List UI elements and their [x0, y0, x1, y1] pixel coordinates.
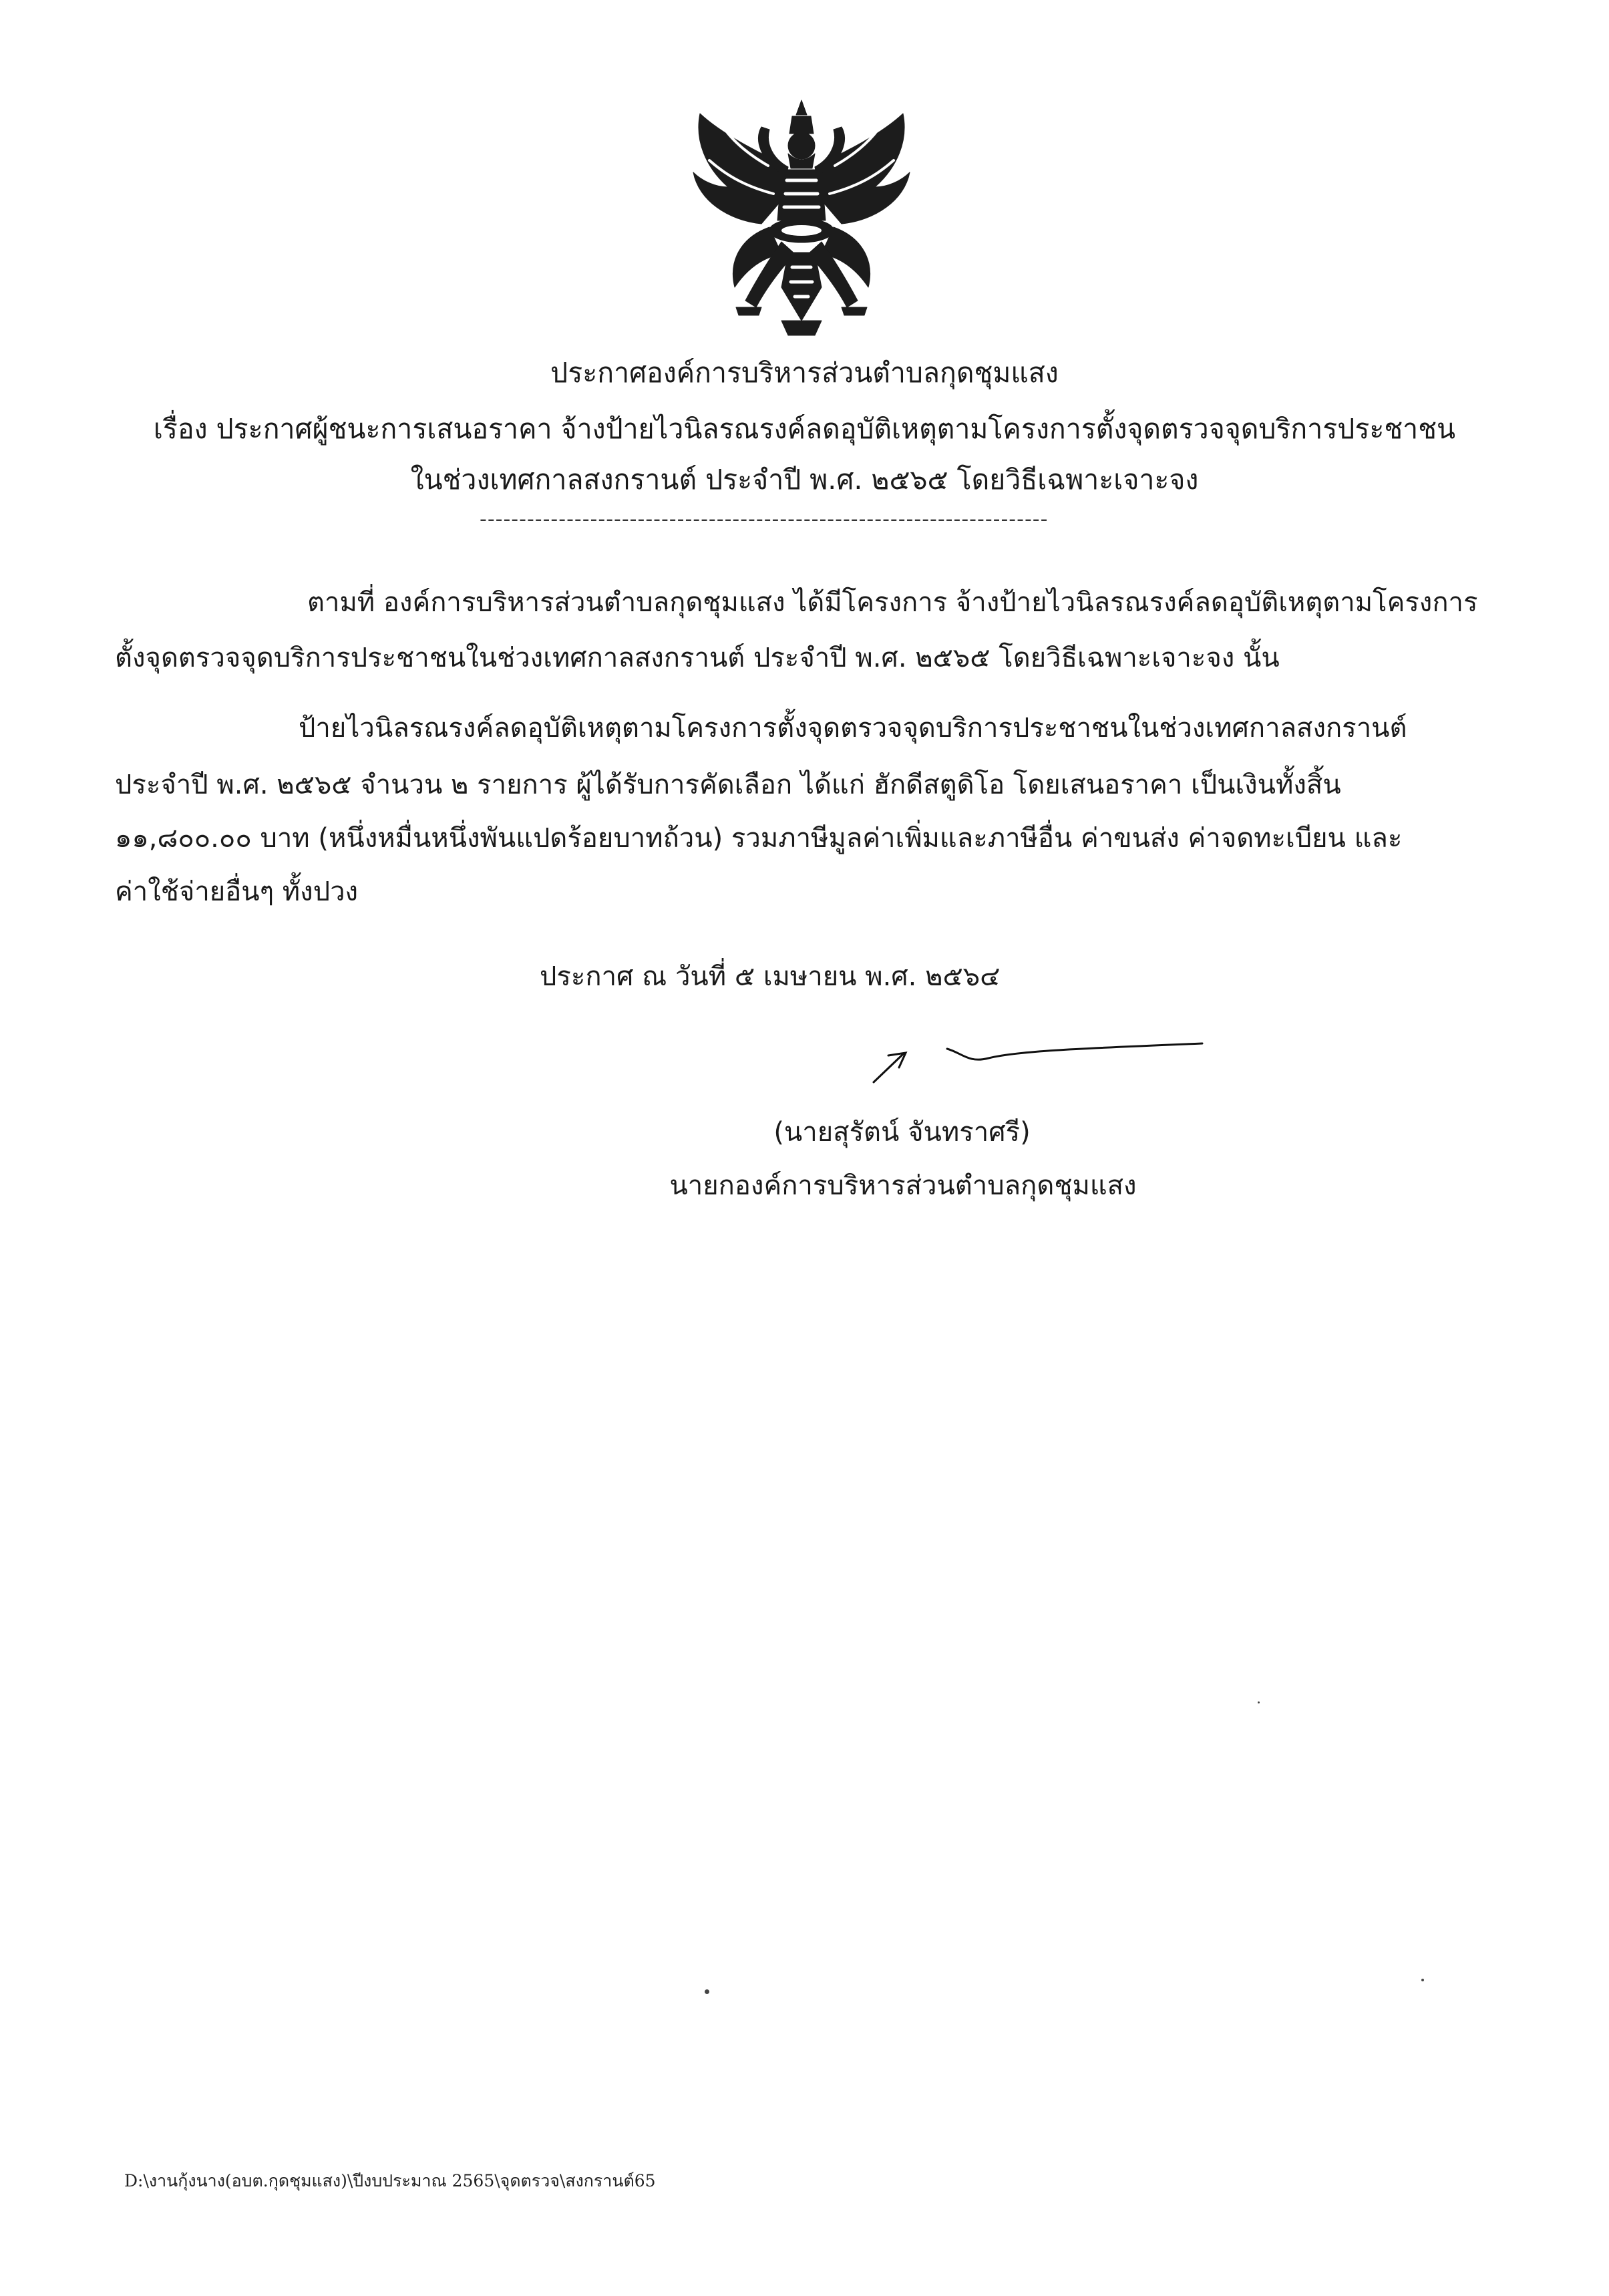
subject-line-2: ในช่วงเทศกาลสงกรานต์ ประจำปี พ.ศ. ๒๕๖๕ โดยวิธีเฉพาะเจาะจง [410, 464, 1199, 496]
signer-name: (นายสุรัตน์ จันทราศรี) [773, 1117, 1031, 1148]
subject-line-1: เรื่อง ประกาศผู้ชนะการเสนอราคา จ้างป้ายไวนิลรณรงค์ลดอุบัติเหตุตามโครงการตั้งจุดตรวจจุดบริการประชาชน [153, 413, 1456, 445]
handwritten-signature [868, 1029, 1216, 1089]
announcement-date: ประกาศ ณ วันที่ ๕ เมษายน พ.ศ. ๒๕๖๔ [540, 961, 1001, 992]
paragraph-2-line-4: ค่าใช้จ่ายอื่นๆ ทั้งปวง [115, 876, 359, 907]
header-divider: ------------------------------------------------------------------------ [480, 508, 1049, 531]
footer-file-path: D:\งานกุ้งนาง(อบต.กุดชุมแสง)\ปีงบประมาณ 2565\จุดตรวจ\สงกรานต์65 [124, 2171, 656, 2190]
scan-speck [1421, 1979, 1424, 1981]
scan-speck [705, 1989, 709, 1994]
signer-title: นายกองค์การบริหารส่วนตำบลกุดชุมแสง [669, 1170, 1137, 1201]
paragraph-2-line-3: ๑๑,๘๐๐.๐๐ บาท (หนึ่งหมื่นหนึ่งพันแปดร้อยบาทถ้วน) รวมภาษีมูลค่าเพิ่มและภาษีอื่น ค่าขนส่ง ค่าจดทะเบียน และ [115, 823, 1403, 854]
garuda-emblem-icon [681, 87, 922, 347]
document-title: ประกาศองค์การบริหารส่วนตำบลกุดชุมแสง [550, 357, 1059, 389]
paragraph-1-line-2: ตั้งจุดตรวจจุดบริการประชาชนในช่วงเทศกาลสงกรานต์ ประจำปี พ.ศ. ๒๕๖๕ โดยวิธีเฉพาะเจาะจง นั้น [115, 643, 1280, 673]
paragraph-1-line-1: ตามที่ องค์การบริหารส่วนตำบลกุดชุมแสง ได้มีโครงการ จ้างป้ายไวนิลรณรงค์ลดอุบัติเหตุตามโครงการ [307, 587, 1478, 618]
paragraph-2-line-2: ประจำปี พ.ศ. ๒๕๖๕ จำนวน ๒ รายการ ผู้ได้รับการคัดเลือก ได้แก่ ฮักดีสตูดิโอ โดยเสนอราคา เป็นเงินทั้งสิ้น [115, 770, 1341, 800]
paragraph-2-line-1: ป้ายไวนิลรณรงค์ลดอุบัติเหตุตามโครงการตั้งจุดตรวจจุดบริการประชาชนในช่วงเทศกาลสงกรานต์ [299, 713, 1407, 744]
scan-speck [1258, 1701, 1260, 1703]
